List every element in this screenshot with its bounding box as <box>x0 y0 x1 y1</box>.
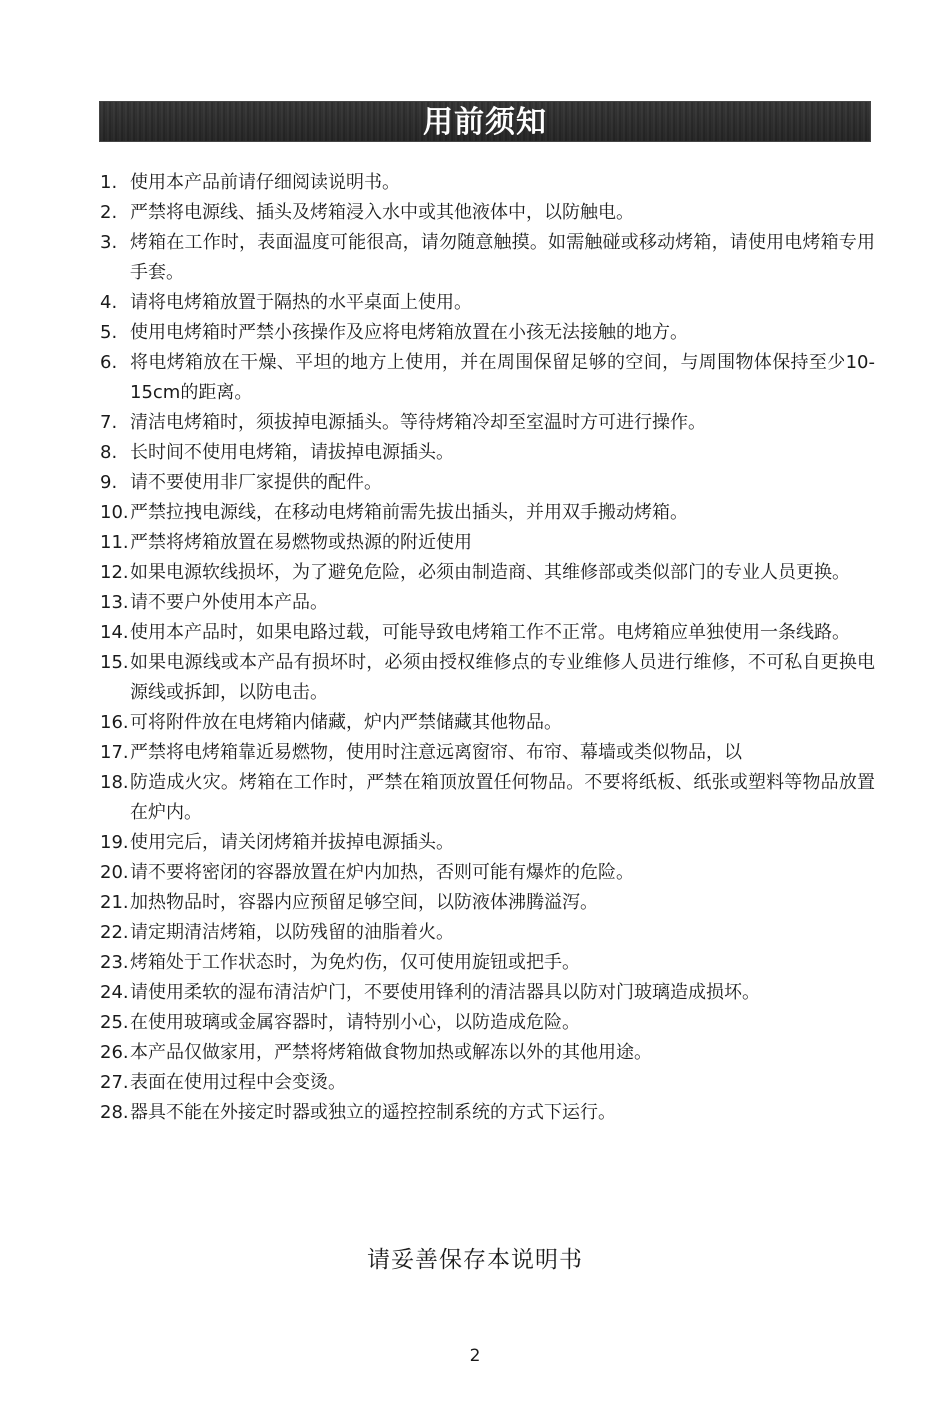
item-number: 21. <box>100 892 129 913</box>
item-text: 严禁将烤箱放置在易燃物或热源的附近使用 <box>130 532 472 553</box>
item-text: 严禁拉拽电源线，在移动电烤箱前需先拔出插头，并用双手搬动烤箱。 <box>130 502 688 523</box>
item-text: 请不要户外使用本产品。 <box>130 592 328 613</box>
page-number: 2 <box>469 1346 481 1366</box>
item-text: 如果电源线或本产品有损坏时，必须由授权维修点的专业维修人员进行维修，不可私自更换电源线或拆卸，以防电击。 <box>130 652 875 703</box>
list-item <box>100 768 875 828</box>
item-number: 10. <box>100 502 129 523</box>
list-item <box>100 1068 875 1098</box>
item-number: 25. <box>100 1012 129 1033</box>
item-text: 长时间不使用电烤箱，请拔掉电源插头。 <box>130 442 454 463</box>
list-item <box>100 348 875 408</box>
footer-note: 请妥善保存本说明书 <box>367 1247 583 1273</box>
item-text: 严禁将电源线、插头及烤箱浸入水中或其他液体中，以防触电。 <box>130 202 634 223</box>
item-text: 清洁电烤箱时，须拔掉电源插头。等待烤箱冷却至室温时方可进行操作。 <box>130 412 706 433</box>
item-number: 16. <box>100 712 129 733</box>
item-number: 11. <box>100 532 129 553</box>
item-text: 可将附件放在电烤箱内储藏，炉内严禁储藏其他物品。 <box>130 712 562 733</box>
list-item <box>100 498 875 528</box>
item-text: 将电烤箱放在干燥、平坦的地方上使用，并在周围保留足够的空间，与周围物体保持至少10-15cm的距离。 <box>130 352 875 403</box>
item-text: 请定期清洁烤箱，以防残留的油脂着火。 <box>130 922 454 943</box>
item-number: 22. <box>100 922 129 943</box>
list-item <box>100 618 875 648</box>
item-text: 防造成火灾。烤箱在工作时，严禁在箱顶放置任何物品。不要将纸板、纸张或塑料等物品放置在炉内。 <box>130 772 875 823</box>
list-item <box>100 588 875 618</box>
list-item <box>100 978 875 1008</box>
item-text: 使用电烤箱时严禁小孩操作及应将电烤箱放置在小孩无法接触的地方。 <box>130 322 688 343</box>
item-text: 本产品仅做家用，严禁将烤箱做食物加热或解冻以外的其他用途。 <box>130 1042 652 1063</box>
item-number: 4. <box>100 292 118 313</box>
list-item <box>100 168 875 198</box>
list-item <box>100 648 875 708</box>
item-text: 使用完后，请关闭烤箱并拔掉电源插头。 <box>130 832 454 853</box>
item-number: 6. <box>100 352 118 373</box>
list-item <box>100 1098 875 1128</box>
item-number: 2. <box>100 202 118 223</box>
item-number: 8. <box>100 442 118 463</box>
title-banner <box>99 101 871 142</box>
item-text: 严禁将电烤箱靠近易燃物，使用时注意远离窗帘、布帘、幕墙或类似物品，以 <box>130 742 742 763</box>
item-text: 请不要将密闭的容器放置在炉内加热，否则可能有爆炸的危险。 <box>130 862 634 883</box>
item-text: 如果电源软线损坏，为了避免危险，必须由制造商、其维修部或类似部门的专业人员更换。 <box>130 562 850 583</box>
item-number: 19. <box>100 832 129 853</box>
item-number: 23. <box>100 952 129 973</box>
item-number: 18. <box>100 772 129 793</box>
list-item <box>100 558 875 588</box>
item-number: 17. <box>100 742 129 763</box>
list-item <box>100 888 875 918</box>
item-text: 在使用玻璃或金属容器时，请特别小心，以防造成危险。 <box>130 1012 580 1033</box>
item-text: 请将电烤箱放置于隔热的水平桌面上使用。 <box>130 292 472 313</box>
item-number: 14. <box>100 622 129 643</box>
item-number: 9. <box>100 472 118 493</box>
item-number: 5. <box>100 322 118 343</box>
list-item <box>100 198 875 228</box>
list-item <box>100 948 875 978</box>
item-number: 28. <box>100 1102 129 1123</box>
list-item <box>100 288 875 318</box>
list-item <box>100 858 875 888</box>
item-number: 1. <box>100 172 118 193</box>
item-number: 20. <box>100 862 129 883</box>
list-item <box>100 828 875 858</box>
item-number: 3. <box>100 232 118 253</box>
list-item <box>100 738 875 768</box>
item-text: 使用本产品时，如果电路过载，可能导致电烤箱工作不正常。电烤箱应单独使用一条线路。 <box>130 622 850 643</box>
item-number: 24. <box>100 982 129 1003</box>
item-number: 12. <box>100 562 129 583</box>
item-text: 请使用柔软的湿布清洁炉门，不要使用锋利的清洁器具以防对门玻璃造成损坏。 <box>130 982 760 1003</box>
item-text: 器具不能在外接定时器或独立的遥控控制系统的方式下运行。 <box>130 1102 616 1123</box>
list-item <box>100 438 875 468</box>
list-item <box>100 408 875 438</box>
item-text: 使用本产品前请仔细阅读说明书。 <box>130 172 400 193</box>
notice-list <box>100 168 875 1128</box>
list-item <box>100 1038 875 1068</box>
item-text: 表面在使用过程中会变烫。 <box>130 1072 346 1093</box>
item-number: 15. <box>100 652 129 673</box>
item-text: 烤箱在工作时，表面温度可能很高，请勿随意触摸。如需触碰或移动烤箱，请使用电烤箱专用手套。 <box>130 232 875 283</box>
page-title: 用前须知 <box>423 105 547 140</box>
item-text: 烤箱处于工作状态时，为免灼伤，仅可使用旋钮或把手。 <box>130 952 580 973</box>
item-number: 26. <box>100 1042 129 1063</box>
item-text: 请不要使用非厂家提供的配件。 <box>130 472 382 493</box>
list-item <box>100 318 875 348</box>
list-item <box>100 228 875 288</box>
item-text: 加热物品时，容器内应预留足够空间，以防液体沸腾溢泻。 <box>130 892 598 913</box>
list-item <box>100 1008 875 1038</box>
list-item <box>100 528 875 558</box>
item-number: 13. <box>100 592 129 613</box>
item-number: 27. <box>100 1072 129 1093</box>
item-number: 7. <box>100 412 118 433</box>
list-item <box>100 708 875 738</box>
list-item <box>100 468 875 498</box>
list-item <box>100 918 875 948</box>
